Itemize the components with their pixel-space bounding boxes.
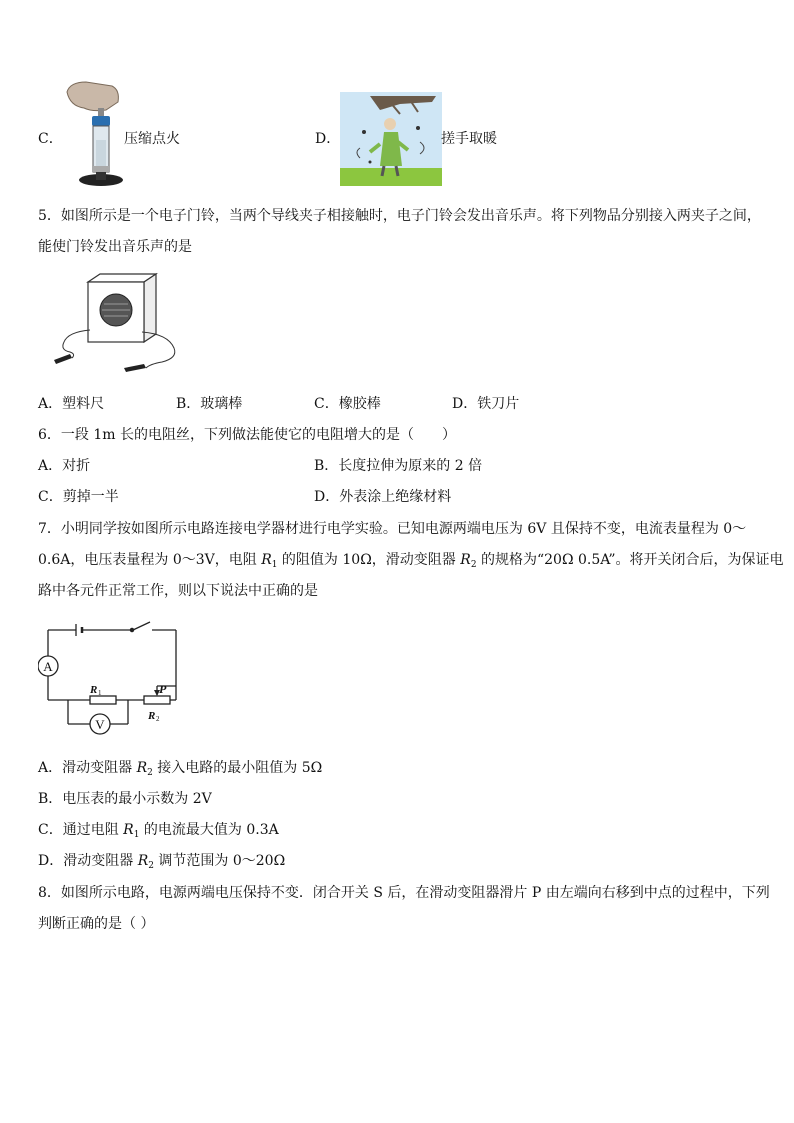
r2-label: R — [148, 710, 156, 722]
q7-option-a: A．滑动变阻器 $R_2$ 接入电路的最小阻值为 5Ω — [38, 760, 323, 778]
q4-option-c-label: C． — [38, 131, 63, 147]
q7-option-c: C．通过电阻 $R_1$ 的电流最大值为 0.3A — [38, 822, 279, 840]
q7-option-b: B．电压表的最小示数为 2V — [38, 791, 212, 807]
r2-sub-label: 2 — [156, 715, 160, 723]
q4-option-d-text: 搓手取暖 — [441, 131, 497, 147]
q5-option-b: B．玻璃棒 — [176, 396, 243, 412]
q5-option-c: C．橡胶棒 — [314, 396, 381, 412]
q5-stem-line1: 5．如图所示是一个电子门铃，当两个导线夹子相接触时，电子门铃会发出音乐声。将下列物品分别接入两夹子之间， — [38, 208, 761, 224]
q7-circuit-diagram — [38, 620, 188, 740]
r1-sub-label: 1 — [98, 689, 102, 697]
electronic-doorbell-figure — [50, 272, 180, 380]
q8-stem-line2: 判断正确的是（ ） — [38, 916, 155, 932]
q5-stem-line2: 能使门铃发出音乐声的是 — [38, 239, 192, 255]
q6-option-b: B．长度拉伸为原来的 2 倍 — [314, 458, 483, 474]
q7-stem-line3: 路中各元件正常工作，则以下说法中正确的是 — [38, 583, 318, 599]
q7-stem-line2: 0.6A，电压表量程为 0～3V，电阻 $R_1$ 的阻值为 10Ω，滑动变阻器 $R_2$ 的规格为“20Ω 0.5A”。将开关闭合后，为保证电 — [38, 552, 784, 570]
q5-option-a: A．塑料尺 — [38, 396, 105, 412]
r1-label: R — [90, 684, 98, 696]
q6-option-d: D．外表涂上绝缘材料 — [314, 489, 452, 505]
voltmeter-symbol-label: V — [95, 717, 105, 732]
slider-p-label: P — [159, 682, 167, 696]
q8-stem-line1: 8．如图所示电路，电源两端电压保持不变．闭合开关 S 后，在滑动变阻器滑片 P 由左端向右移到中点的过程中，下列 — [38, 885, 770, 901]
ammeter-symbol-label: A — [43, 659, 53, 674]
compression-ignition-figure — [62, 80, 128, 192]
q4-option-c-text: 压缩点火 — [124, 131, 180, 147]
q4-option-d-label: D． — [315, 131, 341, 147]
q6-stem: 6．一段 1m 长的电阻丝，下列做法能使它的电阻增大的是（ ） — [38, 427, 456, 443]
rubbing-hands-figure — [340, 92, 442, 186]
q6-option-c: C．剪掉一半 — [38, 489, 119, 505]
q7-stem-line1: 7．小明同学按如图所示电路连接电学器材进行电学实验。已知电源两端电压为 6V 且保持不变，电流表量程为 0～ — [38, 521, 747, 537]
q7-option-d: D．滑动变阻器 $R_2$ 调节范围为 0～20Ω — [38, 853, 286, 871]
q5-option-d: D．铁刀片 — [452, 396, 520, 412]
q6-option-a: A．对折 — [38, 458, 91, 474]
